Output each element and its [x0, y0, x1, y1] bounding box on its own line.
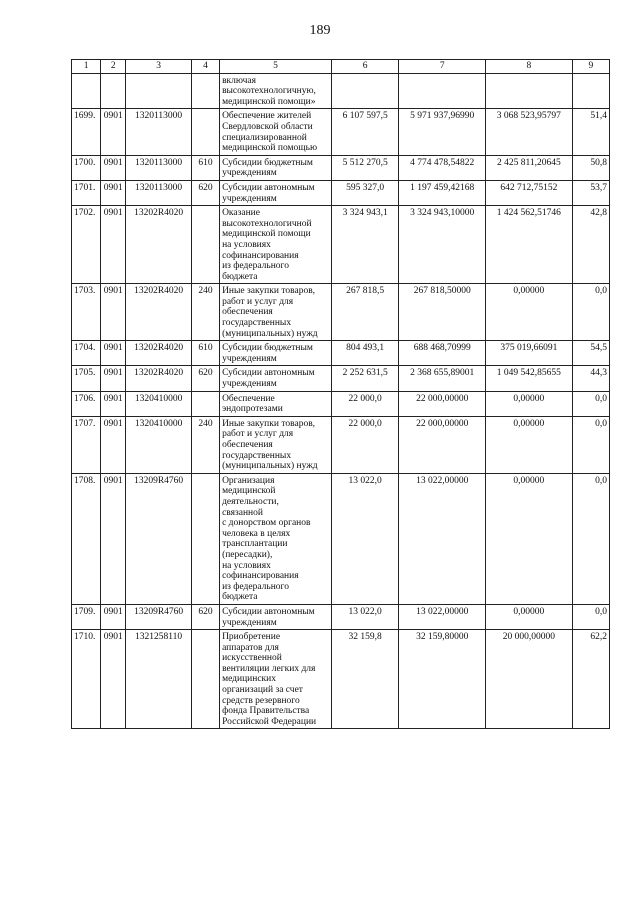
row-number-cell: 1700.	[72, 155, 101, 180]
executed-amount-cell: 2 425 811,20645	[486, 155, 573, 180]
header-cell: 6	[331, 60, 399, 74]
row-number-cell: 1699.	[72, 109, 101, 155]
executed-amount-cell: 1 424 562,51746	[486, 206, 573, 284]
table-row	[72, 284, 610, 341]
refined-amount-cell: 4 774 478,54822	[399, 155, 486, 180]
expense-type-cell: 620	[191, 366, 219, 391]
refined-amount-cell: 22 000,00000	[399, 416, 486, 473]
article-code-cell: 13202R4020	[126, 366, 191, 391]
item-name-cell: Организация медицинской деятельности, связанной с донорством органов человека в целях трансплантации (пересадки), на условиях софинансирования из федерального бюджета	[220, 473, 332, 604]
section-code-cell: 0901	[101, 341, 126, 366]
execution-percent-cell	[572, 73, 609, 109]
item-name-cell: Субсидии автономным учреждениям	[220, 366, 332, 391]
item-name-cell: Субсидии автономным учреждениям	[220, 180, 332, 205]
table-row	[72, 73, 610, 109]
execution-percent-cell: 0,0	[572, 416, 609, 473]
section-code-cell: 0901	[101, 284, 126, 341]
article-code-cell: 1320113000	[126, 180, 191, 205]
expense-type-cell: 620	[191, 604, 219, 629]
execution-percent-cell: 54,5	[572, 341, 609, 366]
executed-amount-cell: 1 049 542,85655	[486, 366, 573, 391]
refined-amount-cell: 13 022,00000	[399, 604, 486, 629]
planned-amount-cell: 6 107 597,5	[331, 109, 399, 155]
refined-amount-cell: 5 971 937,96990	[399, 109, 486, 155]
article-code-cell: 13202R4020	[126, 284, 191, 341]
expense-type-cell: 610	[191, 155, 219, 180]
table-row	[72, 206, 610, 284]
execution-percent-cell: 50,8	[572, 155, 609, 180]
expense-type-cell	[191, 206, 219, 284]
item-name-cell: Субсидии бюджетным учреждениям	[220, 341, 332, 366]
execution-percent-cell: 62,2	[572, 630, 609, 729]
header-cell: 3	[126, 60, 191, 74]
section-code-cell: 0901	[101, 604, 126, 629]
item-name-cell: Иные закупки товаров, работ и услуг для обеспечения государственных (муниципальных) нужд	[220, 284, 332, 341]
execution-percent-cell: 0,0	[572, 604, 609, 629]
header-cell: 2	[101, 60, 126, 74]
header-cell: 5	[220, 60, 332, 74]
row-number-cell: 1710.	[72, 630, 101, 729]
article-code-cell: 13209R4760	[126, 473, 191, 604]
planned-amount-cell: 13 022,0	[331, 604, 399, 629]
row-number-cell: 1707.	[72, 416, 101, 473]
execution-percent-cell: 42,8	[572, 206, 609, 284]
table-body	[72, 73, 610, 729]
refined-amount-cell: 3 324 943,10000	[399, 206, 486, 284]
executed-amount-cell: 0,00000	[486, 473, 573, 604]
row-number-cell: 1701.	[72, 180, 101, 205]
expense-type-cell	[191, 630, 219, 729]
article-code-cell: 1320113000	[126, 109, 191, 155]
table-row	[72, 366, 610, 391]
refined-amount-cell: 1 197 459,42168	[399, 180, 486, 205]
header-row	[72, 60, 610, 74]
article-code-cell: 1320113000	[126, 155, 191, 180]
planned-amount-cell: 595 327,0	[331, 180, 399, 205]
section-code-cell: 0901	[101, 155, 126, 180]
page-number: 189	[309, 23, 331, 38]
section-code-cell: 0901	[101, 630, 126, 729]
planned-amount-cell	[331, 73, 399, 109]
expense-type-cell	[191, 109, 219, 155]
article-code-cell: 1321258110	[126, 630, 191, 729]
article-code-cell: 13209R4760	[126, 604, 191, 629]
executed-amount-cell: 0,00000	[486, 604, 573, 629]
executed-amount-cell: 375 019,66091	[486, 341, 573, 366]
item-name-cell: Оказание высокотехнологичной медицинской помощи на условиях софинансирования из федерального бюджета	[220, 206, 332, 284]
table-row	[72, 473, 610, 604]
refined-amount-cell: 13 022,00000	[399, 473, 486, 604]
expense-type-cell: 620	[191, 180, 219, 205]
table-row	[72, 416, 610, 473]
article-code-cell: 13202R4020	[126, 206, 191, 284]
executed-amount-cell: 20 000,00000	[486, 630, 573, 729]
budget-table	[71, 59, 610, 729]
planned-amount-cell: 267 818,5	[331, 284, 399, 341]
expense-type-cell: 240	[191, 284, 219, 341]
execution-percent-cell: 51,4	[572, 109, 609, 155]
item-name-cell: Обеспечение эндопротезами	[220, 391, 332, 416]
execution-percent-cell: 0,0	[572, 284, 609, 341]
section-code-cell: 0901	[101, 206, 126, 284]
row-number-cell: 1702.	[72, 206, 101, 284]
header-cell: 7	[399, 60, 486, 74]
table-row	[72, 155, 610, 180]
row-number-cell: 1706.	[72, 391, 101, 416]
planned-amount-cell: 13 022,0	[331, 473, 399, 604]
planned-amount-cell: 22 000,0	[331, 391, 399, 416]
execution-percent-cell: 0,0	[572, 391, 609, 416]
planned-amount-cell: 2 252 631,5	[331, 366, 399, 391]
section-code-cell: 0901	[101, 366, 126, 391]
expense-type-cell	[191, 473, 219, 604]
planned-amount-cell: 804 493,1	[331, 341, 399, 366]
executed-amount-cell: 0,00000	[486, 391, 573, 416]
table-row	[72, 109, 610, 155]
article-code-cell: 1320410000	[126, 391, 191, 416]
refined-amount-cell: 22 000,00000	[399, 391, 486, 416]
article-code-cell: 13202R4020	[126, 341, 191, 366]
executed-amount-cell: 3 068 523,95797	[486, 109, 573, 155]
executed-amount-cell	[486, 73, 573, 109]
execution-percent-cell: 0,0	[572, 473, 609, 604]
execution-percent-cell: 44,3	[572, 366, 609, 391]
expense-type-cell: 240	[191, 416, 219, 473]
header-cell: 8	[486, 60, 573, 74]
item-name-cell: Субсидии автономным учреждениям	[220, 604, 332, 629]
row-number-cell: 1709.	[72, 604, 101, 629]
section-code-cell: 0901	[101, 416, 126, 473]
section-code-cell: 0901	[101, 391, 126, 416]
row-number-cell: 1705.	[72, 366, 101, 391]
planned-amount-cell: 5 512 270,5	[331, 155, 399, 180]
refined-amount-cell: 2 368 655,89001	[399, 366, 486, 391]
section-code-cell	[101, 73, 126, 109]
item-name-cell: включая высокотехнологичную, медицинской помощи»	[220, 73, 332, 109]
row-number-cell: 1703.	[72, 284, 101, 341]
section-code-cell: 0901	[101, 109, 126, 155]
expense-type-cell	[191, 391, 219, 416]
expense-type-cell	[191, 73, 219, 109]
table-row	[72, 180, 610, 205]
expense-type-cell: 610	[191, 341, 219, 366]
refined-amount-cell	[399, 73, 486, 109]
section-code-cell: 0901	[101, 473, 126, 604]
row-number-cell	[72, 73, 101, 109]
header-cell: 1	[72, 60, 101, 74]
header-cell: 9	[572, 60, 609, 74]
planned-amount-cell: 22 000,0	[331, 416, 399, 473]
refined-amount-cell: 688 468,70999	[399, 341, 486, 366]
executed-amount-cell: 0,00000	[486, 416, 573, 473]
row-number-cell: 1708.	[72, 473, 101, 604]
table-row	[72, 341, 610, 366]
item-name-cell: Приобретение аппаратов для искусственной вентиляции легких для медицинских организаций за счет средств резервного фонда Правительства Российской Федерации	[220, 630, 332, 729]
article-code-cell: 1320410000	[126, 416, 191, 473]
planned-amount-cell: 3 324 943,1	[331, 206, 399, 284]
executed-amount-cell: 0,00000	[486, 284, 573, 341]
execution-percent-cell: 53,7	[572, 180, 609, 205]
item-name-cell: Субсидии бюджетным учреждениям	[220, 155, 332, 180]
item-name-cell: Обеспечение жителей Свердловской области специализированной медицинской помощью	[220, 109, 332, 155]
table-row	[72, 604, 610, 629]
section-code-cell: 0901	[101, 180, 126, 205]
refined-amount-cell: 267 818,50000	[399, 284, 486, 341]
item-name-cell: Иные закупки товаров, работ и услуг для обеспечения государственных (муниципальных) нужд	[220, 416, 332, 473]
table-row	[72, 630, 610, 729]
refined-amount-cell: 32 159,80000	[399, 630, 486, 729]
header-cell: 4	[191, 60, 219, 74]
planned-amount-cell: 32 159,8	[331, 630, 399, 729]
row-number-cell: 1704.	[72, 341, 101, 366]
article-code-cell	[126, 73, 191, 109]
table-row	[72, 391, 610, 416]
executed-amount-cell: 642 712,75152	[486, 180, 573, 205]
